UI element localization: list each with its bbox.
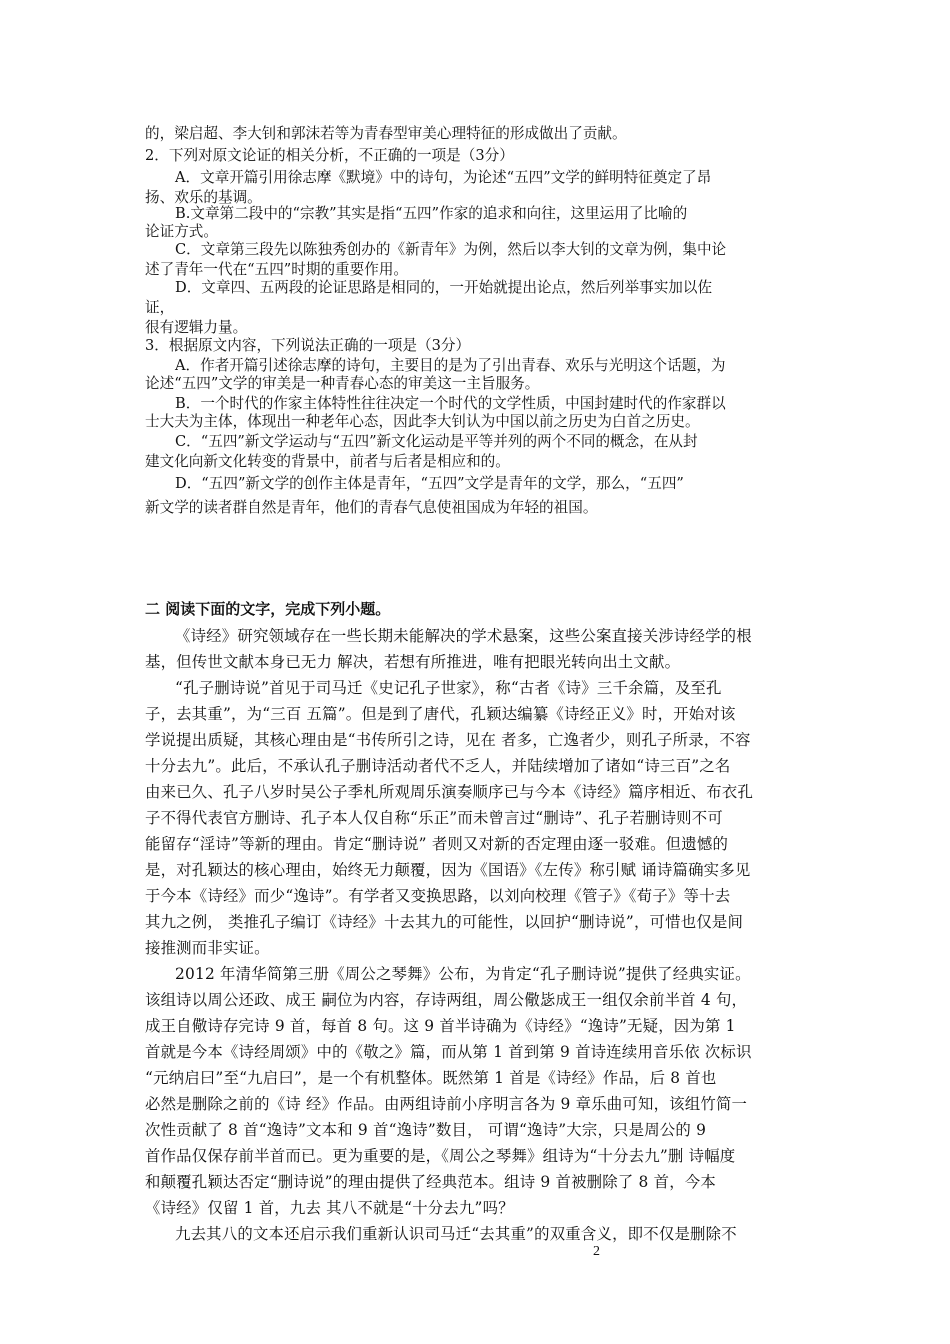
question-2-option-c-cont: 述了青年一代在“五四”时期的重要作用。: [145, 261, 409, 278]
passage-line: 其九之例， 类推孔子编订《诗经》十去其九的可能性，以回护“删诗说”，可惜也仅是间: [145, 913, 744, 931]
question-3-option-c: C．“五四”新文学运动与“五四”新文化运动是平等并列的两个不同的概念，在从封: [175, 433, 698, 450]
passage-line: “元纳启曰”至“九启曰”，是一个有机整体。既然第 1 首是《诗经》作品，后 8 首也: [145, 1069, 717, 1087]
question-3-stem: 3．根据原文内容，下列说法正确的一项是（3分）: [145, 337, 471, 354]
passage-line: 接推测而非实证。: [145, 939, 270, 957]
passage-line: 和颠覆孔颖达否定“删诗说”的理由提供了经典范本。组诗 9 首被删除了 8 首，今本: [145, 1173, 716, 1191]
passage-line: 必然是删除之前的《诗 经》作品。由两组诗前小序明言各为 9 章乐曲可知，该组竹简一: [145, 1095, 748, 1113]
passage-line: 十分去九”。此后，不承认孔子删诗活动者代不乏人，并陆续增加了诸如“诗三百”之名: [145, 757, 731, 775]
question-2-option-d-cont: 证，: [145, 299, 175, 316]
question-2-option-a: A．文章开篇引用徐志摩《默境》中的诗句，为论述“五四”文学的鲜明特征奠定了昂: [175, 169, 712, 186]
passage-line: 子不得代表官方删诗、孔子本人仅自称“乐正”而未曾言过“删诗”、孔子若删诗则不可: [145, 809, 723, 827]
passage-line: 该组诗以周公还政、成王 嗣位为内容，存诗两组，周公儆毖成王一组仅余前半首 4 句，: [145, 991, 748, 1009]
question-2-option-d-cont: 很有逻辑力量。: [145, 319, 248, 336]
question-2-option-d: D．文章四、五两段的论证思路是相同的，一开始就提出论点，然后列举事实加以佐: [175, 279, 713, 296]
question-3-option-b: B．一个时代的作家主体特性往往决定一个时代的文学性质，中国封建时代的作家群以: [175, 395, 726, 412]
passage-line: 《诗经》仅留 1 首，九去 其八不就是“十分去九”吗？: [145, 1199, 514, 1217]
passage-line: 是，对孔颖达的核心理由，始终无力颠覆，因为《国语》《左传》称引赋 诵诗篇确实多见: [145, 861, 751, 879]
passage-line: 由来已久、孔子八岁时吴公子季札所观周乐演奏顺序已与今本《诗经》篇序相近、布衣孔: [145, 783, 754, 801]
passage-line: 基，但传世文献本身已无力 解决，若想有所推进，唯有把眼光转向出土文献。: [145, 653, 681, 671]
passage-line: 次性贡献了 8 首“逸诗”文本和 9 首“逸诗”数目， 可谓“逸诗”大宗，只是周公的 9: [145, 1121, 707, 1139]
question-2-stem: 2．下列对原文论证的相关分析，不正确的一项是（3分）: [145, 147, 514, 164]
passage-line: 子，去其重”，为“三百 五篇”。但是到了唐代，孔颖达编纂《诗经正义》时，开始对该: [145, 705, 736, 723]
page-number: 2: [593, 1244, 600, 1259]
question-3-option-b-cont: 士大夫为主体，体现出一种老年心态，因此李大钊认为中国以前之历史为白首之历史。: [145, 413, 700, 430]
passage-line: 成王自儆诗存完诗 9 首，每首 8 句。这 9 首半诗确为《诗经》“逸诗”无疑，因为第 1: [145, 1017, 736, 1035]
passage-line: 九去其八的文本还启示我们重新认识司马迁“去其重”的双重含义，即不仅是删除不: [175, 1225, 737, 1243]
passage-line: 能留存“淫诗”等新的理由。肯定“删诗说” 者则又对新的否定理由逐一驳难。但遗憾的: [145, 835, 729, 853]
question-3-option-a-cont: 论述“五四”文学的审美是一种青春心态的审美这一主旨服务。: [145, 375, 540, 392]
passage-line: 首作品仅保存前半首而已。更为重要的是，《周公之琴舞》组诗为“十分去九”删 诗幅度: [145, 1147, 736, 1165]
passage-line: 于今本《诗经》而少“逸诗”。有学者又变换思路，以刘向校理《管子》《荀子》等十去: [145, 887, 731, 905]
question-3-option-d: D．“五四”新文学的创作主体是青年，“五四”文学是青年的文学，那么，“五四”: [175, 475, 684, 492]
question-3-option-a: A．作者开篇引述徐志摩的诗句，主要目的是为了引出青春、欢乐与光明这个话题，为: [175, 357, 726, 374]
passage-line: 的，梁启超、李大钊和郭沫若等为青春型审美心理特征的形成做出了贡献。: [145, 125, 627, 142]
passage-line: “孔子删诗说”首见于司马迁《史记孔子世家》，称“古者《诗》三千余篇，及至孔: [175, 679, 722, 697]
question-2-option-b-cont: 论证方式。: [145, 223, 218, 240]
passage-line: 首就是今本《诗经周颂》中的《敬之》篇，而从第 1 首到第 9 首诗连续用音乐依 次标识: [145, 1043, 752, 1061]
section-2-heading: 二 阅读下面的文字，完成下列小题。: [145, 600, 391, 618]
passage-line: 学说提出质疑，其核心理由是“书传所引之诗，见在 者多，亡逸者少，则孔子所录，不容: [145, 731, 751, 749]
passage-line: 《诗经》研究领域存在一些长期未能解决的学术悬案，这些公案直接关涉诗经学的根: [175, 627, 752, 645]
question-3-option-d-cont: 新文学的读者群自然是青年，他们的青春气息使祖国成为年轻的祖国。: [145, 499, 598, 516]
question-2-option-b: B.文章第二段中的“宗教”其实是指“五四”作家的追求和向往，这里运用了比喻的: [175, 205, 688, 222]
question-2-option-a-cont: 扬、欢乐的基调。: [145, 189, 262, 206]
passage-line: 2012 年清华简第三册《周公之琴舞》公布，为肯定“孔子删诗说”提供了经典实证。: [175, 965, 751, 983]
question-2-option-c: C．文章第三段先以陈独秀创办的《新青年》为例，然后以李大钊的文章为例，集中论: [175, 241, 727, 258]
question-3-option-c-cont: 建文化向新文化转变的背景中，前者与后者是相应和的。: [145, 453, 510, 470]
